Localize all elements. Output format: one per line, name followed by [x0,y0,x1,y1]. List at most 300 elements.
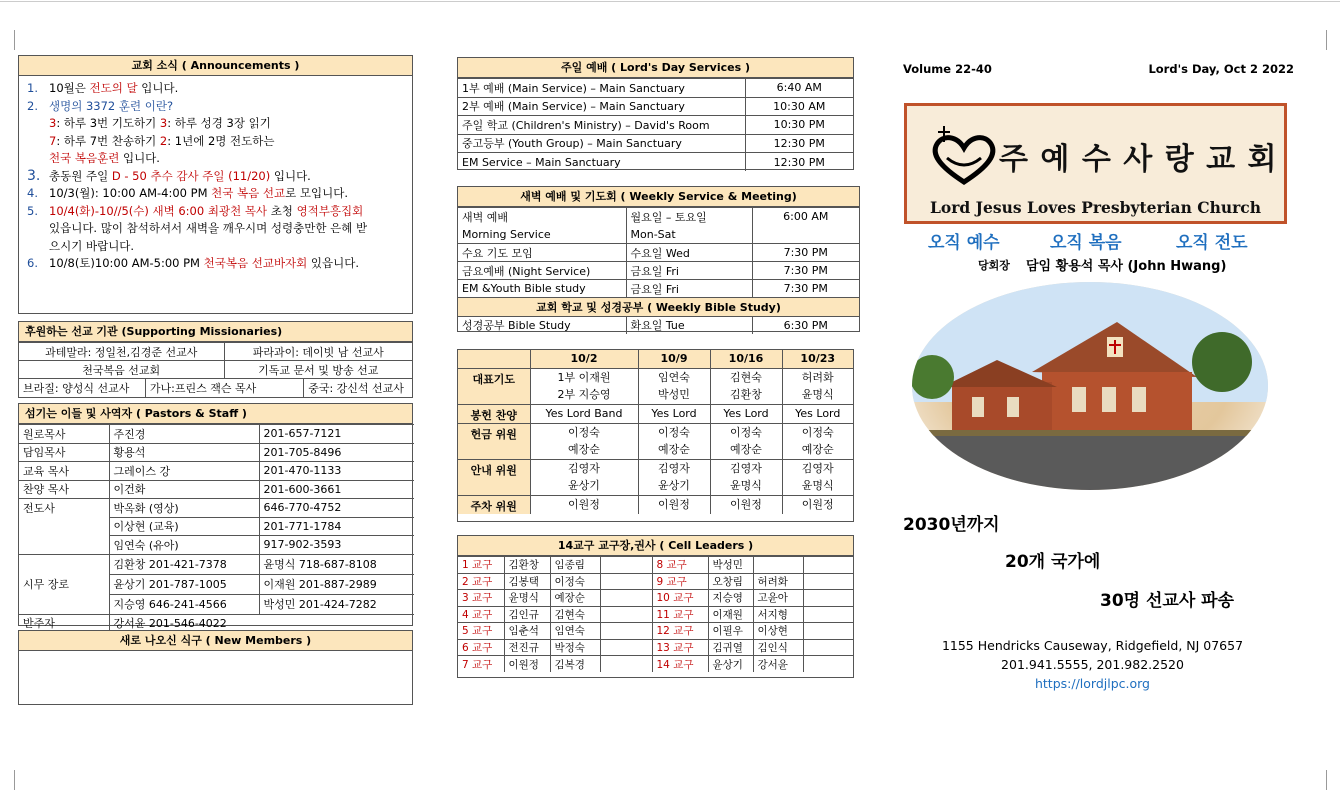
weekly-cell: 금요일 Fri [626,262,752,280]
duty-cell [782,423,853,459]
duty-cell [710,459,782,495]
announcement-number: 1. [27,81,38,95]
staff-role [19,517,109,536]
heart-logo-icon [929,124,999,186]
announcement-text: 3 [49,116,57,130]
staff-role [19,536,109,555]
staff-name: 주진경 [109,425,259,444]
bible-cell: 성경공부 Bible Study [458,317,626,334]
announcement-item [27,115,412,133]
elder-contact: 지승영 646-241-4566 [109,594,259,614]
announcement-text: 생명의 3372 훈련 이란? [49,98,174,113]
cell-leader-name: 강서윤 [753,656,803,673]
cell-leader-row [458,639,853,656]
service-name: 중고등부 (Youth Group) – Main Sanctuary [458,134,745,153]
cell-group-label: 11 교구 [652,606,708,623]
cell-leader-name [803,557,853,574]
weekly-box [457,186,860,332]
duty-name: 임연숙 [658,370,690,384]
elder-contact: 윤명식 718-687-8108 [259,554,414,574]
weekly-cell: 월요일 – 토요일 [626,208,752,226]
cell-leader-name [803,573,853,590]
missionary-cell: 천국복음 선교회 [19,361,224,379]
cell-leader-name [600,639,652,656]
duty-name: 이정숙 [568,425,600,439]
cell-group-label: 4 교구 [458,606,504,623]
announcement-text: 10월은 [49,81,90,95]
new-members-box [18,630,413,705]
missionary-cell: 파라과이: 데이빗 남 선교사 [224,343,412,361]
staff-row [19,480,414,499]
service-row [458,79,853,98]
custodian-contact: 강서윤 201-546-4022 [109,614,414,632]
duty-label: 헌금 위원 [458,423,530,459]
church-logo-english: Lord Jesus Loves Presbyterian Church [930,198,1261,217]
service-time: 10:30 PM [745,116,853,135]
duty-name: 2부 지승영 [557,388,611,401]
announcement-item [27,133,412,151]
announcement-number: 6. [27,256,38,270]
duty-table [458,350,853,514]
weekly-cell [752,226,859,244]
cell-group-label: 5 교구 [458,623,504,640]
new-members-title: 새로 나오신 식구 ( New Members ) [19,631,412,651]
staff-phone: 201-771-1784 [259,517,414,536]
duty-name: 윤명식 [730,479,762,492]
duty-label: 대표기도 [458,368,530,404]
cell-leader-name: 김귀열 [708,639,753,656]
cell-leader-row [458,557,853,574]
cell-leader-name: 서지형 [753,606,803,623]
cell-group-label: 8 교구 [652,557,708,574]
duty-name: 윤명식 [801,388,834,401]
cell-leader-name: 전진규 [504,639,550,656]
duty-name: 윤상기 [658,479,690,492]
duty-cell [710,423,782,459]
announcement-text: : 하루 성경 3장 읽기 [167,116,271,130]
service-name: 2부 예배 (Main Service) – Main Sanctuary [458,97,745,116]
staff-phone: 646-770-4752 [259,499,414,518]
announcement-item [27,220,412,238]
weekly-cell: 금요예배 (Night Service) [458,262,626,280]
weekly-title: 새벽 예배 및 기도회 ( Weekly Service & Meeting) [458,187,859,207]
bible-cell: 화요일 Tue [626,317,752,334]
duty-row [458,423,853,459]
staff-name: 이상현 (교육) [109,517,259,536]
cell-leader-name [600,656,652,673]
pastor-prefix: 당회장 [978,259,1010,272]
pastor-name: 담임 황용석 목사 (John Hwang) [1026,259,1227,274]
cell-leader-name: 고윤아 [753,590,803,607]
staff-row [19,462,414,481]
duty-row [458,368,853,404]
cell-group-label: 7 교구 [458,656,504,673]
announcement-text: 7 [49,133,57,148]
duty-name: 예장순 [730,443,762,456]
service-time: 12:30 PM [745,134,853,153]
cell-leader-name: 김복경 [550,656,600,673]
duty-cell [782,368,853,404]
duty-name: 윤명식 [801,479,834,492]
church-logo-frame [904,103,1287,224]
cell-leader-name: 김환창 [504,557,550,574]
service-time: 10:30 AM [745,97,853,116]
announcement-item [27,185,412,203]
announcement-text: 천국복음 선교바자회 [203,256,308,270]
church-logo-korean: 주 예 수 사 랑 교 회 [999,142,1278,177]
cell-leader-name [600,590,652,607]
duty-name: 김현숙 [730,370,762,384]
cell-leader-name: 이상현 [753,623,803,640]
duty-cell [710,404,782,423]
cell-leader-name: 김현숙 [550,606,600,623]
vision-line-1: 2030년까지 [903,515,1000,535]
duty-row [458,459,853,495]
bible-row [458,317,859,334]
announcement-text: 으시기 바랍니다. [49,238,135,253]
cell-leader-row [458,590,853,607]
motto-1: 오직 예수 [928,233,1000,253]
duty-name: 김영자 [801,461,834,475]
announcements-title: 교회 소식 ( Announcements ) [19,56,412,76]
duty-date: 10/16 [710,350,782,368]
announcement-item [27,255,412,273]
lords-day-table [458,78,853,171]
staff-phone: 201-600-3661 [259,480,414,499]
announcement-text: 2 [159,133,168,148]
duty-name: 예장순 [801,443,834,456]
cell-leader-name: 임종림 [550,557,600,574]
announcement-text: 천국 복음 선교 [211,186,286,200]
staff-title: 섬기는 이들 및 사역자 ( Pastors & Staff ) [19,404,412,424]
duty-cell [710,495,782,514]
duty-date: 10/2 [530,350,638,368]
service-row [458,97,853,116]
weekly-cell: Morning Service [458,226,626,244]
duty-cell [530,423,638,459]
cell-leader-name: 임연숙 [550,623,600,640]
service-row [458,153,853,172]
cell-leader-name [803,623,853,640]
announcement-number: 2. [27,98,38,113]
announcement-text: 3 [159,116,168,130]
cell-leader-name: 윤명식 [504,590,550,607]
service-name: 주일 학교 (Children's Ministry) – David's Room [458,116,745,135]
cell-group-label: 6 교구 [458,639,504,656]
staff-name: 황용석 [109,443,259,462]
staff-row [19,499,414,518]
weekly-row [458,244,859,262]
duty-name: 박성민 [658,388,690,401]
service-row [458,134,853,153]
cell-group-label: 9 교구 [652,573,708,590]
staff-phone: 201-705-8496 [259,443,414,462]
duty-date: 10/9 [638,350,710,368]
cell-group-label: 1 교구 [458,557,504,574]
duty-name: 이원정 [730,497,762,511]
duty-name: Yes Lord [723,406,769,420]
staff-role: 담임목사 [19,443,109,462]
announcement-text: 영적부흥집회 [296,203,364,218]
cell-group-label: 2 교구 [458,573,504,590]
cell-leader-name: 예장순 [550,590,600,607]
church-website-link[interactable]: https://lordjlpc.org [1034,676,1150,691]
cell-leader-name [600,573,652,590]
elders-role: 시무 장로 [19,554,109,614]
cell-leader-name: 오창림 [708,573,753,590]
weekly-cell: 7:30 PM [752,280,859,298]
missionary-cell: 브라질: 양성식 선교사 [19,379,145,397]
announcement-number: 4. [27,186,38,200]
announcements-list [19,76,412,273]
duty-name: 이정숙 [801,425,834,439]
crop-mark [1326,30,1340,50]
announcement-number: 3. [27,167,41,184]
announcement-text: 있읍니다. [307,256,360,270]
cell-group-label: 14 교구 [652,656,708,673]
duty-label: 안내 위원 [458,459,530,495]
weekly-cell: 금요일 Fri [626,280,752,298]
cell-leader-name: 이정숙 [550,573,600,590]
staff-name: 이건화 [109,480,259,499]
announcement-text: 천국 복음훈련 [49,151,120,165]
duty-cell [638,368,710,404]
duty-name: 김영자 [658,461,690,475]
motto-2: 오직 복음 [1050,233,1122,253]
cell-leader-name: 허려화 [753,573,803,590]
weekly-row [458,226,859,244]
announcement-text: 로 모입니다. [285,186,348,200]
duty-cell [782,495,853,514]
weekly-cell: Mon-Sat [626,226,752,244]
announcement-item [27,238,412,256]
cell-leader-row [458,656,853,673]
staff-row [19,425,414,444]
staff-name: 그레이스 강 [109,462,259,481]
lords-day-title: 주일 예배 ( Lord's Day Services ) [458,58,853,78]
duty-label: 주차 위원 [458,495,530,514]
duty-cell [530,459,638,495]
duty-name: 김환창 [730,388,762,401]
announcement-item [27,168,412,186]
elder-row [19,554,414,574]
staff-role: 원로목사 [19,425,109,444]
staff-phone: 917-902-3593 [259,536,414,555]
duty-name: 이원정 [568,497,600,511]
cell-leader-name [803,606,853,623]
duty-name: Yes Lord Band [545,406,623,420]
cell-group-label: 10 교구 [652,590,708,607]
cell-leader-name: 지승영 [708,590,753,607]
announcement-item [27,203,412,221]
duty-cell [782,404,853,423]
duty-name: 1부 이재원 [557,370,611,384]
announcement-text: 총동원 주일 [49,168,112,183]
duty-box [457,349,854,522]
duty-name: 윤상기 [568,479,600,492]
cell-leader-name: 이재원 [708,606,753,623]
duty-row [458,404,853,423]
cell-leader-name [803,639,853,656]
weekly-row [458,262,859,280]
announcement-number: 5. [27,203,38,218]
weekly-row [458,280,859,298]
cell-group-label: 12 교구 [652,623,708,640]
crop-mark [0,770,15,790]
cell-leader-name [803,656,853,673]
duty-cell [710,368,782,404]
cell-leader-name: 김봉택 [504,573,550,590]
cell-leader-name: 윤상기 [708,656,753,673]
duty-name: 예장순 [658,443,690,456]
church-building-icon [912,282,1268,490]
elder-contact: 김환창 201-421-7378 [109,554,259,574]
missionaries-box [18,321,413,398]
weekly-cell: 수요일 Wed [626,244,752,262]
missionary-cell: 가나:프린스 잭슨 목사 [145,379,303,397]
elder-contact: 이재원 201-887-2989 [259,574,414,594]
missionaries-table-row3 [19,379,412,397]
service-time: 12:30 PM [745,153,853,172]
staff-role: 교육 목사 [19,462,109,481]
announcement-text: 입니다. [270,168,311,183]
weekly-cell: 6:00 AM [752,208,859,226]
duty-header-row [458,350,853,368]
duty-row [458,495,853,514]
duty-corner [458,350,530,368]
cell-leader-name: 김인규 [504,606,550,623]
vision-line-2: 20개 국가에 [1005,552,1101,572]
duty-name: 이원정 [801,497,834,511]
cells-table [458,556,853,672]
service-row [458,116,853,135]
custodian-role: 반주자 [19,614,109,632]
staff-row [19,443,414,462]
staff-table [19,424,414,632]
weekly-cell: EM &Youth Bible study [458,280,626,298]
cell-leader-row [458,573,853,590]
weekly-cell: 수요 기도 모임 [458,244,626,262]
top-rule [0,1,1340,2]
duty-cell [638,404,710,423]
church-address: 1155 Hendricks Causeway, Ridgefield, NJ 07657 [941,638,1244,653]
cell-leader-row [458,606,853,623]
staff-phone: 201-657-7121 [259,425,414,444]
church-phones: 201.941.5555, 201.982.2520 [1001,657,1184,672]
cell-leader-name: 이원정 [504,656,550,673]
announcements-box [18,55,413,314]
staff-row [19,517,414,536]
duty-date: 10/23 [782,350,853,368]
duty-cell [530,368,638,404]
duty-name: 이정숙 [658,425,690,439]
bible-header-row [458,298,859,317]
duty-name: 김영자 [730,461,762,475]
announcement-text: 입니다. [119,151,160,165]
announcement-text: 10/4(화)-10//5(수) 새벽 6:00 최광천 목사 [49,203,268,218]
duty-name: 김영자 [568,461,600,475]
missionaries-table [19,342,412,379]
staff-name: 박옥화 (영상) [109,499,259,518]
duty-cell [530,495,638,514]
weekly-cell: 새벽 예배 [458,208,626,226]
cell-leader-name: 박성민 [708,557,753,574]
duty-label: 봉헌 찬양 [458,404,530,423]
announcement-text: 전도의 달 [89,81,138,95]
duty-name: 예장순 [568,443,600,456]
cell-group-label: 13 교구 [652,639,708,656]
cells-box [457,535,854,678]
duty-name: 이정숙 [730,425,762,439]
announcement-text: 10/8(토)10:00 AM-5:00 PM [49,256,204,270]
motto-3: 오직 전도 [1176,233,1248,253]
cell-leader-name: 이필우 [708,623,753,640]
staff-box [18,403,413,631]
duty-cell [638,495,710,514]
crop-mark [1326,770,1340,790]
cell-leader-name [600,623,652,640]
staff-role: 전도사 [19,499,109,518]
missionary-cell: 기독교 문서 및 방송 선교 [224,361,412,379]
cell-leader-name [753,557,803,574]
announcement-text: 입니다. [137,81,179,95]
duty-name: 허려화 [801,370,834,384]
cell-leader-name [803,590,853,607]
church-photo [912,282,1268,490]
announcement-item [27,150,412,168]
cell-leader-name: 박정숙 [550,639,600,656]
date-label: Lord's Day, Oct 2 2022 [1148,62,1294,76]
duty-name: 이원정 [658,497,690,511]
weekly-table [458,207,859,334]
announcement-text: : 하루 7번 찬송하기 [56,133,160,148]
cell-leader-row [458,623,853,640]
cell-leader-name [600,557,652,574]
bible-study-title: 교회 학교 및 성경공부 ( Weekly Bible Study) [458,298,859,317]
announcement-text: : 1년에 2명 전도하는 [167,133,275,148]
announcement-item [27,80,412,98]
cell-group-label: 3 교구 [458,590,504,607]
announcement-text: 10/3(월): 10:00 AM-4:00 PM [49,186,212,200]
elder-contact: 윤상기 201-787-1005 [109,574,259,594]
announcement-text: 있읍니다. 많이 참석하셔서 새벽을 깨우시며 성령충만한 은혜 받 [49,221,368,235]
duty-cell [638,459,710,495]
missionary-cell: 과테말라: 정일천,김경준 선교사 [19,343,224,361]
staff-name: 임연숙 (유아) [109,536,259,555]
duty-name: Yes Lord [651,406,697,420]
crop-mark [0,30,15,50]
duty-cell [530,404,638,423]
duty-name: Yes Lord [795,406,841,420]
staff-phone: 201-470-1133 [259,462,414,481]
volume-label: Volume 22-40 [903,62,992,76]
service-name: 1부 예배 (Main Service) – Main Sanctuary [458,79,745,98]
duty-cell [638,423,710,459]
staff-row [19,536,414,555]
service-time: 6:40 AM [745,79,853,98]
service-name: EM Service – Main Sanctuary [458,153,745,172]
elder-contact: 박성민 201-424-7282 [259,594,414,614]
cells-title: 14교구 교구장,권사 ( Cell Leaders ) [458,536,853,556]
lords-day-box [457,57,854,170]
weekly-row [458,208,859,226]
announcement-item [27,98,412,116]
cell-leader-name [600,606,652,623]
cell-leader-name: 김인식 [753,639,803,656]
announcement-text: : 하루 3번 기도하기 [56,116,160,130]
bible-cell: 6:30 PM [752,317,859,334]
weekly-cell: 7:30 PM [752,262,859,280]
